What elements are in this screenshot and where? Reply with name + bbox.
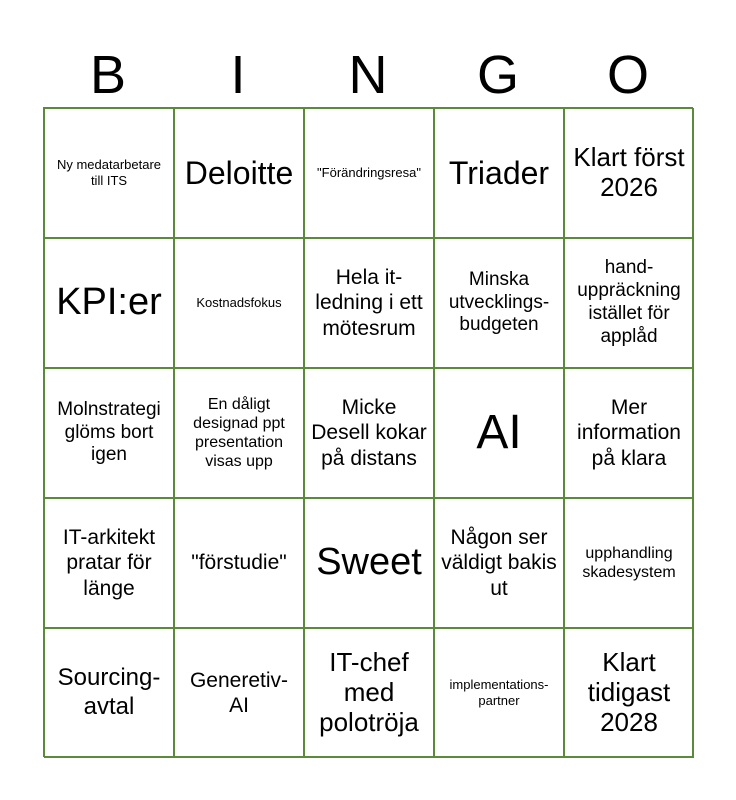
bingo-cell[interactable]: "förstudie"	[174, 498, 304, 628]
bingo-cell[interactable]: Generetiv-AI	[174, 628, 304, 758]
header-letter-i: I	[230, 45, 246, 105]
bingo-header	[43, 42, 693, 108]
bingo-cell[interactable]: hand-uppräckning istället för applåd	[564, 238, 694, 368]
header-letter-b: B	[89, 45, 127, 105]
bingo-cell[interactable]: IT-chef med polotröja	[304, 628, 434, 758]
bingo-cell[interactable]: Någon ser väldigt bakis ut	[434, 498, 564, 628]
bingo-cell[interactable]: En dåligt designad ppt presentation visas upp	[174, 368, 304, 498]
header-letter-n: N	[348, 45, 388, 105]
header-letter-g: G	[476, 45, 519, 105]
bingo-cell[interactable]: Deloitte	[174, 108, 304, 238]
bingo-cell[interactable]: Sweet	[304, 498, 434, 628]
bingo-cell[interactable]: KPI:er	[44, 238, 174, 368]
bingo-cell[interactable]: implementations-partner	[434, 628, 564, 758]
header-letter-o: O	[606, 45, 649, 105]
bingo-cell[interactable]: Kostnadsfokus	[174, 238, 304, 368]
bingo-cell[interactable]: Triader	[434, 108, 564, 238]
bingo-cell[interactable]: upphandling skadesystem	[564, 498, 694, 628]
bingo-cell[interactable]: Ny medatarbetare till ITS	[44, 108, 174, 238]
bingo-cell[interactable]: Micke Desell kokar på distans	[304, 368, 434, 498]
bingo-cell[interactable]: Sourcing-avtal	[44, 628, 174, 758]
bingo-cell[interactable]: Hela it-ledning i ett mötesrum	[304, 238, 434, 368]
bingo-cell[interactable]: Minska utvecklings-budgeten	[434, 238, 564, 368]
bingo-cell[interactable]: AI	[434, 368, 564, 498]
bingo-cell[interactable]: Mer information på klara	[564, 368, 694, 498]
bingo-cell[interactable]: Klart tidigast 2028	[564, 628, 694, 758]
bingo-cell[interactable]: Klart först 2026	[564, 108, 694, 238]
bingo-board	[43, 107, 693, 757]
bingo-cell[interactable]: Molnstrategi glöms bort igen	[44, 368, 174, 498]
bingo-cell[interactable]: "Förändringsresa"	[304, 108, 434, 238]
bingo-cell[interactable]: IT-arkitekt pratar för länge	[44, 498, 174, 628]
